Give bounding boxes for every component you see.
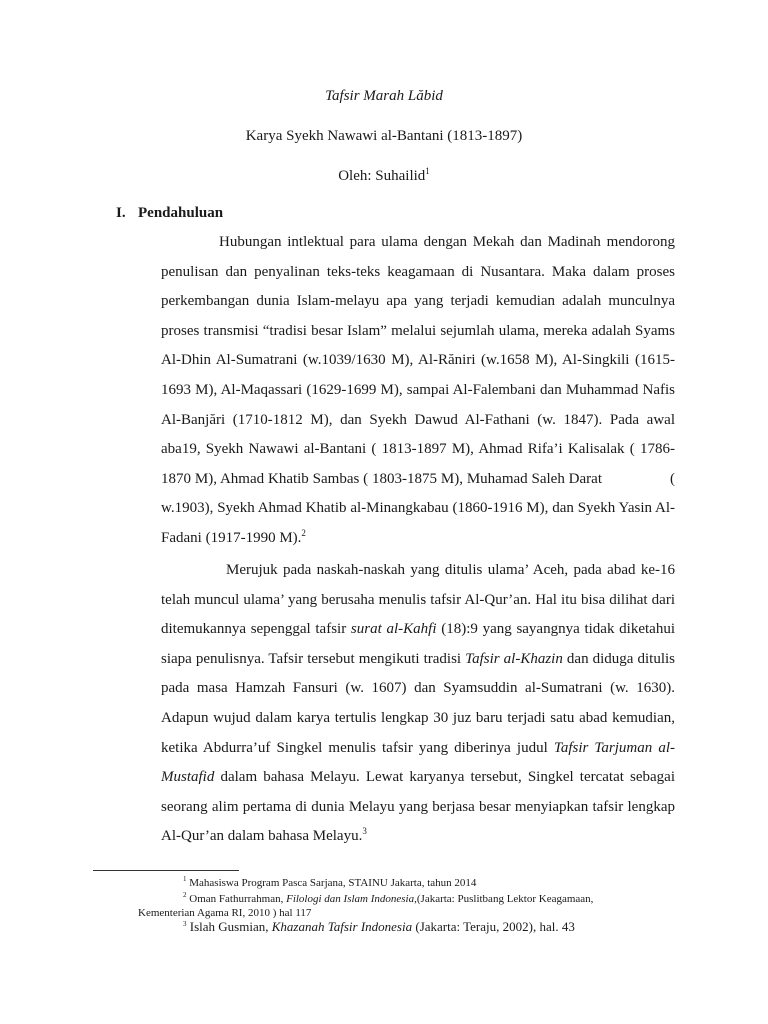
- footnote-1-text: Mahasiswa Program Pasca Sarjana, STAINU Jakarta, tahun 2014: [186, 877, 477, 889]
- paragraph-1-text-a: Hubungan intlektual para ulama dengan Mekah dan Madinah mendorong penulisan dan penyalinan teks-teks keagamaan di Nusantara. Maka dalam proses perkembangan dunia Islam-melayu apa yang terjadi kemudian adalah munculnya proses transmisi “tradisi besar Islam” melalui sejumlah ulama, mereka adalah Syams Al-Dhin Al-Sumatrani (w.1039/1630 M), Al-Răniri (w.1658 M), Al-Singkili (1615-1693 M), Al-Maqassari (1629-1699 M), sampai Al-Falembani dan Muhammad Nafis Al-Banjări (1710-1812 M), dan Syekh Dawud Al-Fathani (w. 1847). Pada awal aba19, Syekh Nawawi al-Bantani ( 1813-1897 M), Ahmad Rifa’i Kalisalak ( 1786-1870 M), Ahmad Khatib Sambas ( 1803-1875 M), Muhamad Saleh Darat: [161, 234, 675, 487]
- footnote-3-text-pre: Islah Gusmian,: [186, 919, 272, 934]
- footnote-2: [183, 892, 593, 906]
- footnote-2-text-post: ,(Jakarta: Puslitbang Lektor Keagamaan,: [414, 893, 594, 905]
- footnote-3-title: Khazanah Tafsir Indonesia: [271, 919, 413, 934]
- paragraph-2-text-3: dan diduga ditulis pada masa Hamzah Fansuri (w. 1607) dan Syamsuddin al-Sumatrani (w. 1630). Adapun wujud dalam karya tertulis lengkap 30 juz baru terjadi satu abad kemudian, ketika Abdurra’uf Singkel menulis tafsir yang diberinya judul: [161, 650, 675, 756]
- paragraph-2-text-4: dalam bahasa Melayu. Lewat karyanya tersebut, Singkel tercatat sebagai seorang alim pertama di dunia Melayu yang berjasa besar menyiapkan tafsir lengkap Al-Qur’an dalam bahasa Melayu.: [161, 769, 675, 845]
- footnote-ref-2[interactable]: 2: [301, 527, 306, 538]
- footnote-separator: [93, 870, 239, 871]
- footnote-2-title: Filologi dan Islam Indonesia: [286, 893, 415, 905]
- author-line: [0, 168, 768, 185]
- paragraph-1: [161, 228, 675, 554]
- footnote-ref-3[interactable]: 3: [362, 826, 367, 837]
- footnote-3-number: 3: [183, 920, 187, 928]
- section-title: Pendahuluan: [138, 205, 224, 221]
- footnote-2-text-pre: Oman Fathurrahman,: [186, 893, 287, 905]
- italic-term-tarjuman: Tafsir Tarjuman al-Mustafid: [161, 739, 675, 786]
- paragraph-1-text-b: ( w.1903), Syekh Ahmad Khatib al-Minangkabau (1860-1916 M), dan Syekh Yasin Al-Fadani (1917-1990 M).: [161, 470, 675, 546]
- footnote-1: [183, 876, 476, 890]
- footnote-ref-1[interactable]: 1: [425, 166, 430, 176]
- italic-term-surat: surat al-Kahfi: [350, 621, 437, 638]
- paragraph-2: [161, 556, 675, 852]
- section-number: I.: [116, 205, 126, 221]
- document-subtitle: Karya Syekh Nawawi al-Bantani (1813-1897): [245, 128, 523, 144]
- footnote-2-number: 2: [183, 891, 187, 899]
- paragraph-2-text-1: Merujuk pada naskah-naskah yang ditulis ulama’ Aceh, pada abad ke-16 telah muncul ulama’ yang berusaha menulis tafsir Al-Qur’an. Hal itu bisa dilihat dari ditemukannya sepenggal tafsir: [161, 562, 675, 638]
- document-title: Tafsir Marah Lăbid: [325, 88, 443, 104]
- footnote-2-continued: Kementerian Agama RI, 2010 ) hal 117: [138, 907, 312, 919]
- italic-term-khazin: Tafsir al-Khazin: [465, 650, 563, 667]
- paragraph-2-text-2: (18):9 yang sayangnya tidak diketahui siapa penulisnya. Tafsir tersebut mengikuti tradisi: [161, 621, 675, 667]
- section-heading: [116, 205, 223, 222]
- footnote-3: [183, 920, 575, 934]
- author-name: Oleh: Suhailid: [338, 168, 426, 184]
- footnote-1-number: 1: [183, 875, 187, 883]
- footnote-3-text-post: (Jakarta: Teraju, 2002), hal. 43: [412, 919, 575, 934]
